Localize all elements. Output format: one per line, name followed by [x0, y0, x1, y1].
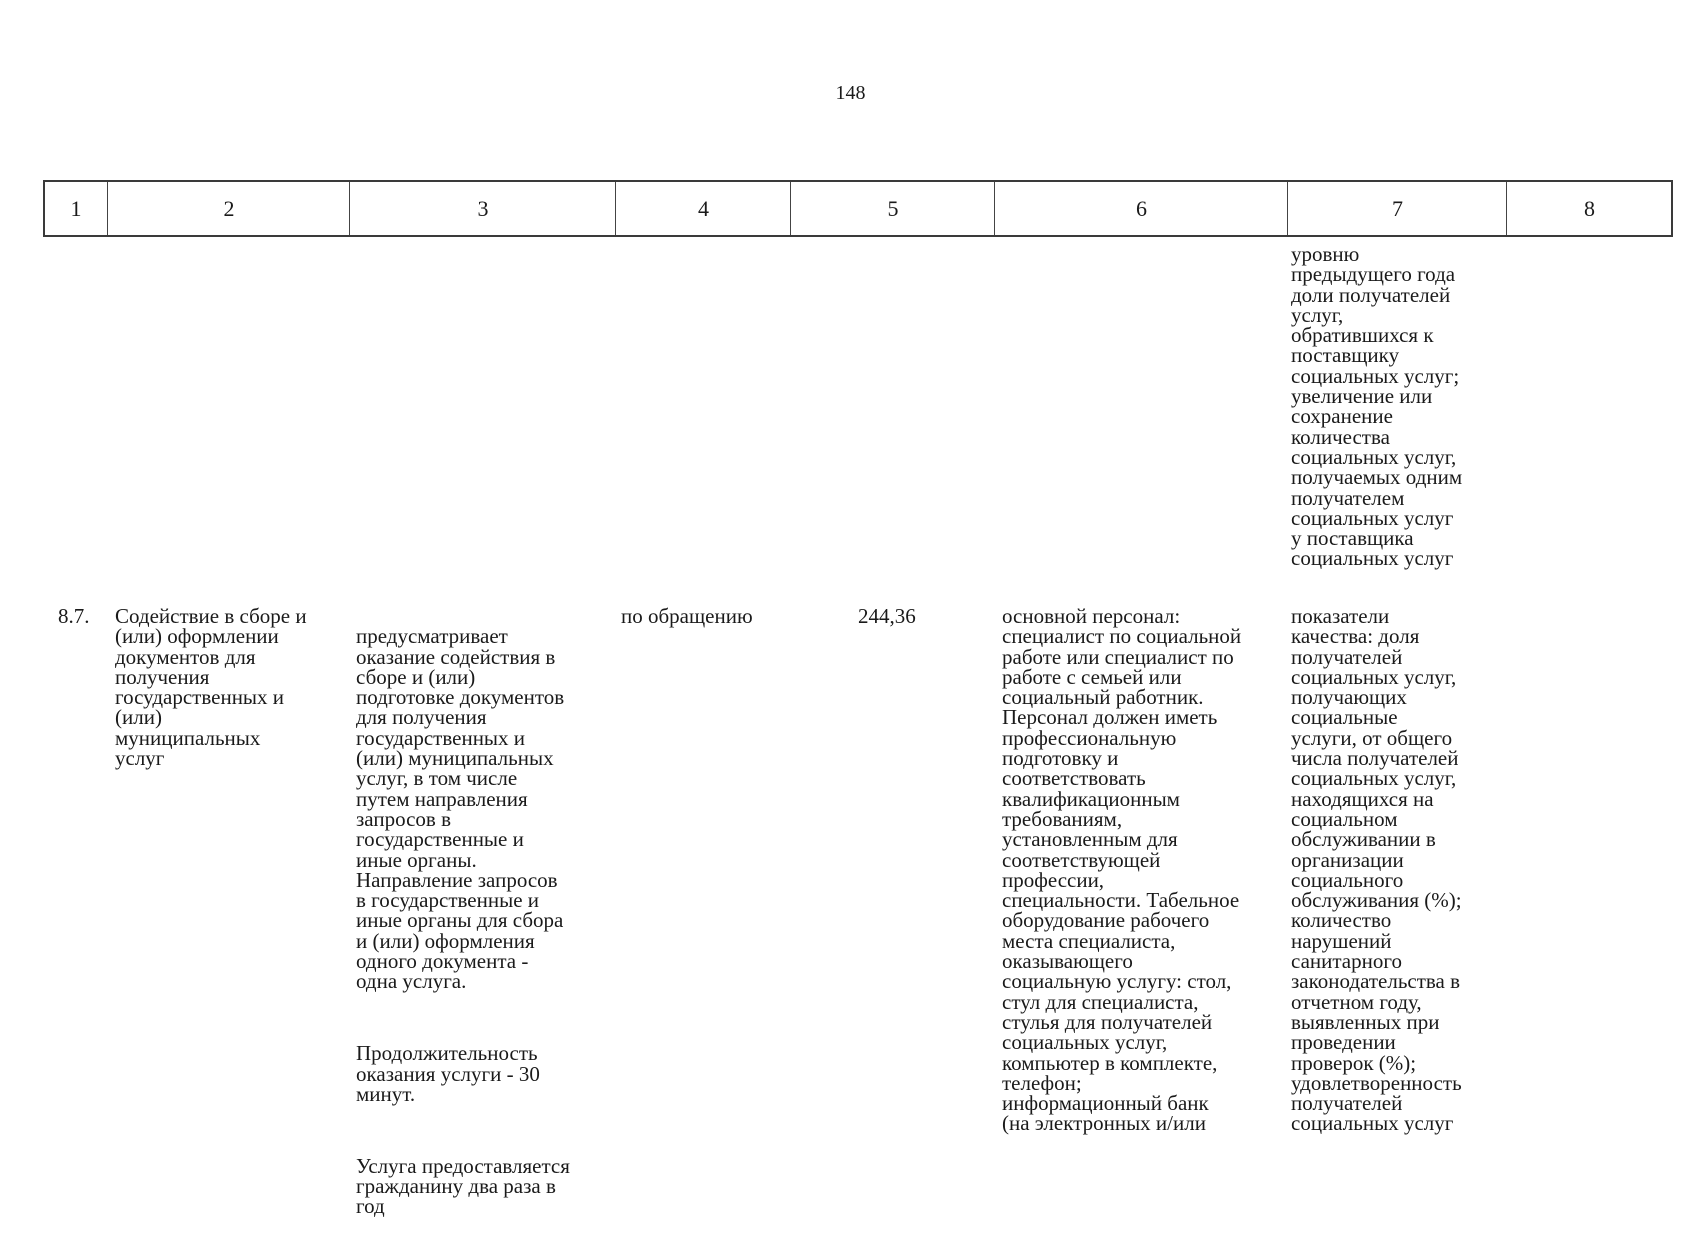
- description-paragraph-3: Услуга предоставляется гражданину два раза в год: [356, 1153, 570, 1219]
- service-description: [356, 606, 616, 1237]
- table-header-row: [43, 180, 1673, 237]
- page-number: 148: [835, 82, 866, 104]
- header-col-4: 4: [615, 182, 791, 235]
- quality-indicators: показатели качества: доля получателей социальных услуг, получающих социальные услуги, от общего числа получателей социальных услуг, находящихся на социальном обслуживании в организации социального обслуживания (%); количество нарушений санитарного законодательства в отчетном году, выявленных при проведении проверок (%); удовлетворенность получателей социальных услуг: [1291, 604, 1462, 1136]
- header-col-1: 1: [70, 195, 82, 221]
- header-col-3: 3: [349, 182, 616, 235]
- description-paragraph-1: предусматривает оказание содействия в сборе и (или) подготовке документов для получения государственных и (или) муниципальных услуг, в том числе путем направления запросов в государственные и иные органы. Направление запросов в государственные и иные органы для сбора и (или) оформления одного документа - одна услуга.: [356, 624, 565, 994]
- service-name: Содействие в сборе и (или) оформлении документов для получения государственных и (или) муниципальных услуг: [115, 604, 307, 771]
- row-number: 8.7.: [58, 604, 90, 628]
- header-col-7: 7: [1287, 182, 1507, 235]
- header-col-8: 8: [1506, 182, 1672, 235]
- service-frequency: по обращению: [621, 604, 753, 628]
- header-col-5: 5: [790, 182, 995, 235]
- service-tariff: 244,36: [858, 604, 916, 628]
- service-conditions: основной персонал: специалист по социальной работе или специалист по работе с семьей или социальный работник. Персонал должен иметь профессиональную подготовку и соответствовать квалификационным требованиям, установленным для соответствующей профессии, специальности. Табельное оборудование рабочего места специалиста, оказывающего социальную услугу: стол, стул для специалиста, стулья для получателей социальных услуг, компьютер в комплекте, телефон; информационный банк (на электронных и/или: [1002, 604, 1242, 1136]
- continuation-quality-indicators: уровню предыдущего года доли получателей услуг, обратившихся к поставщику социальных услуг; увеличение или сохранение количества социальных услуг, получаемых одним получателем социальных услуг у поставщика социальных услуг: [1291, 242, 1463, 571]
- header-col-6: 6: [994, 182, 1288, 235]
- header-col-2: 2: [107, 182, 350, 235]
- description-paragraph-2: Продолжительность оказания услуги - 30 минут.: [356, 1041, 540, 1106]
